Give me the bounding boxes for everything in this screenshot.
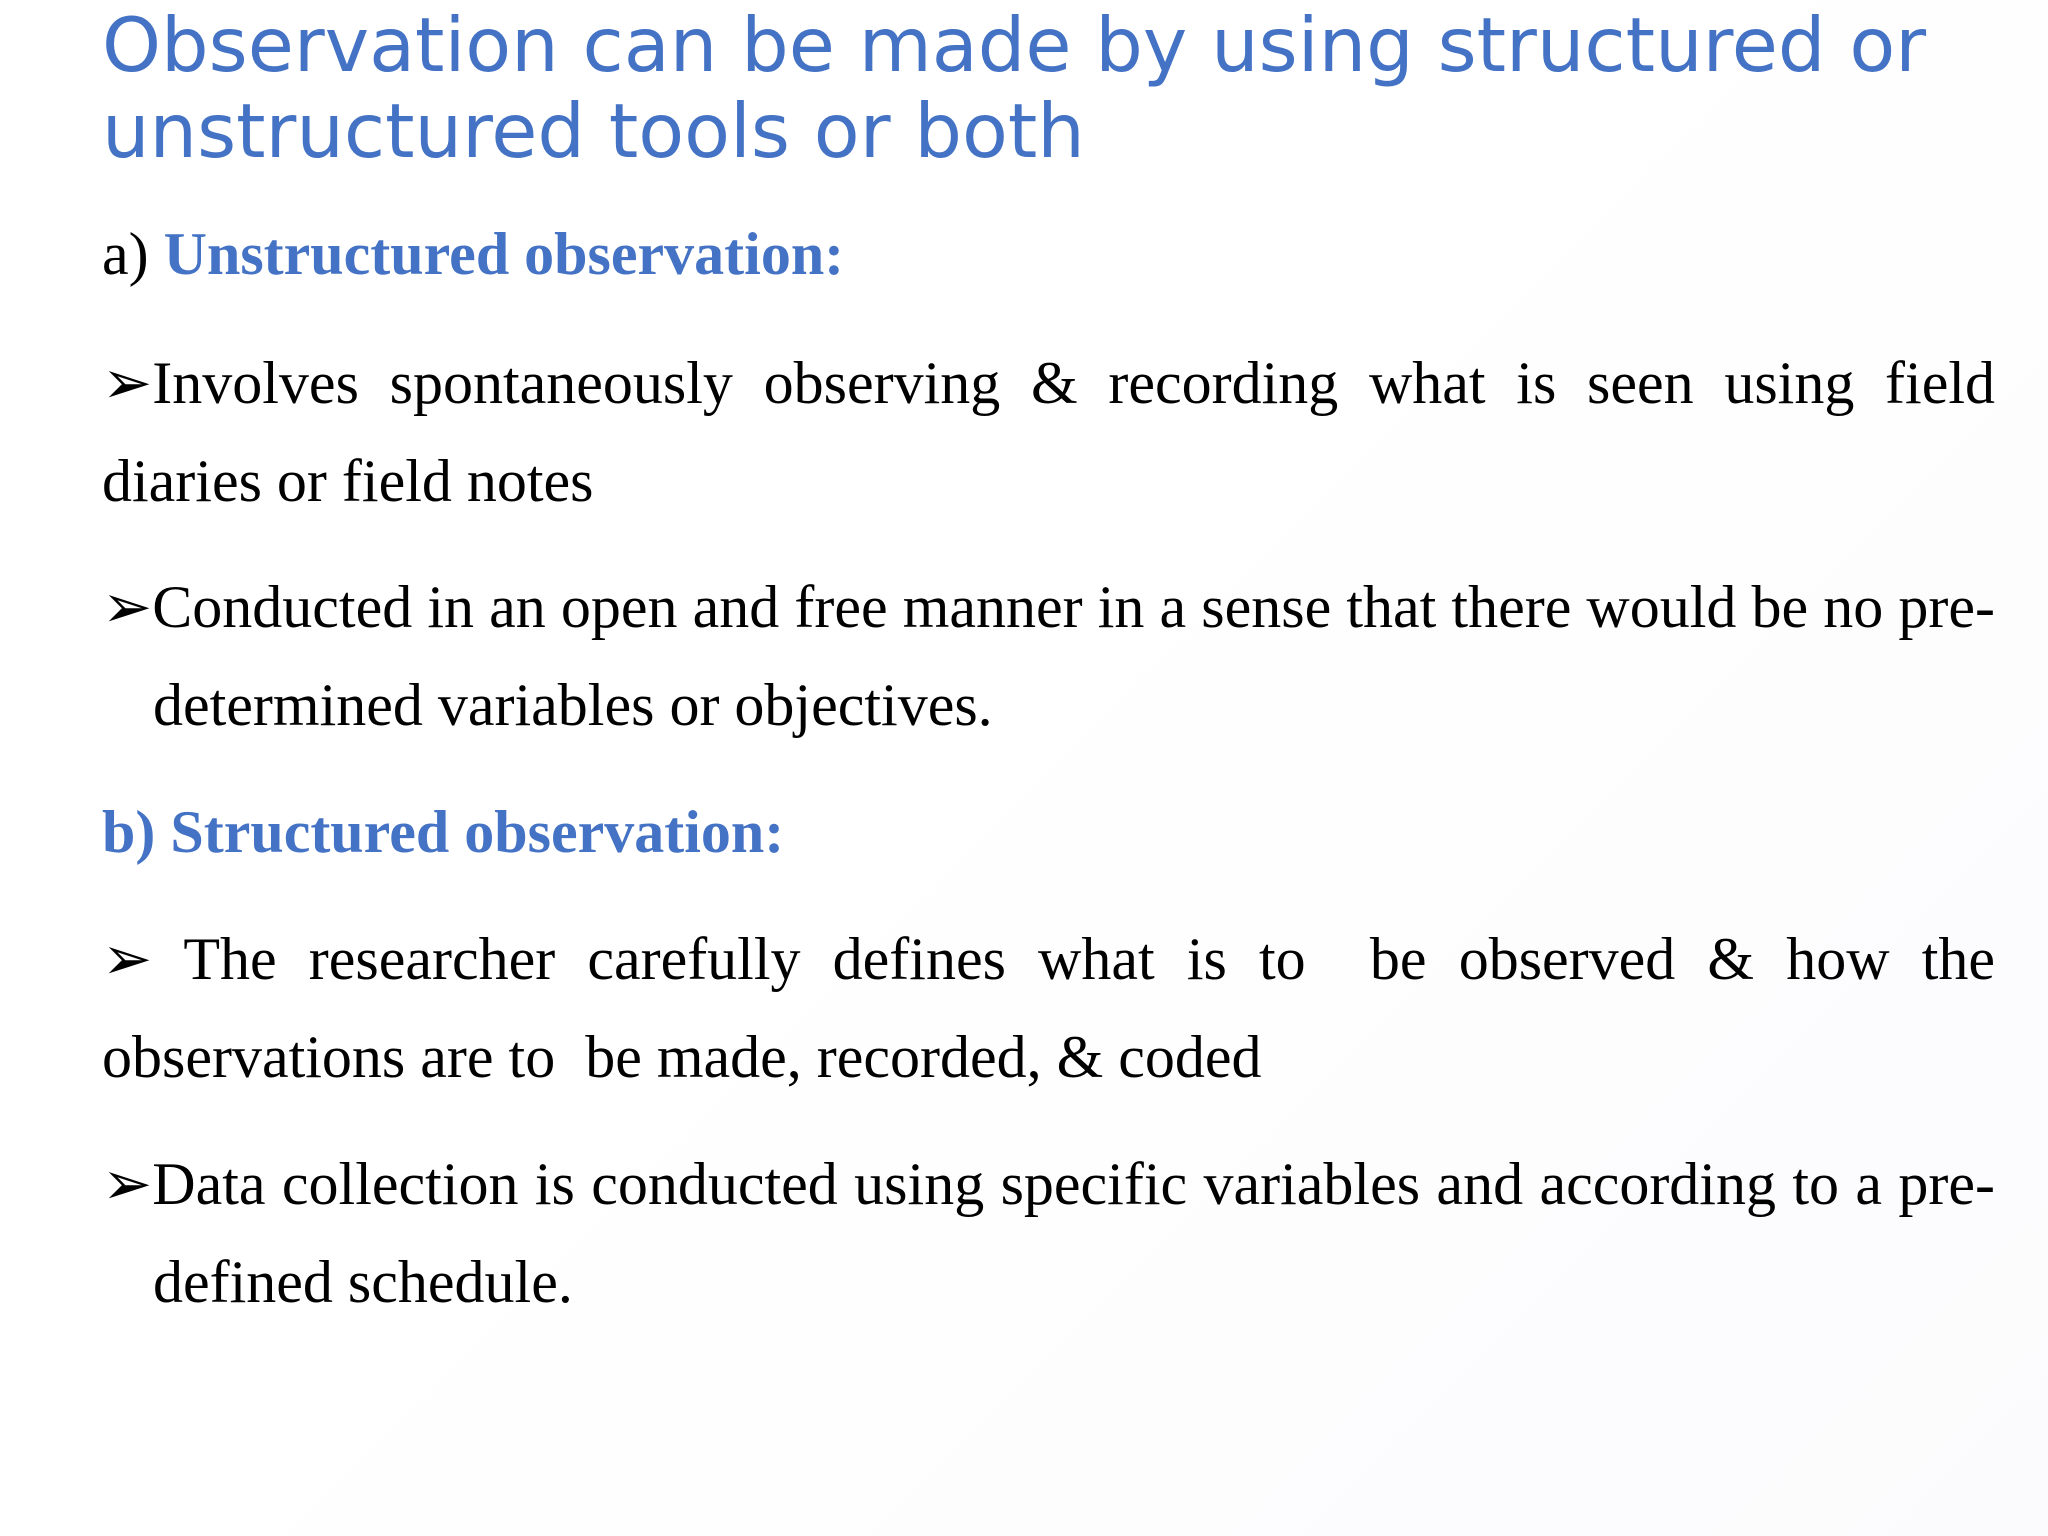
section-a-point-1-text: Involves spontaneously observing & recording what is seen using field diaries or field notes: [102, 350, 1995, 514]
section-a-title: Unstructured observation:: [163, 221, 845, 287]
section-b-point-2: [102, 1135, 1995, 1331]
section-a-point-1: [102, 334, 1995, 530]
section-a-point-2: [102, 558, 1995, 754]
section-b-point-1: [102, 910, 2010, 1106]
arrowhead-bullet-icon: ➢: [102, 350, 153, 416]
section-a-prefix: a): [102, 221, 164, 287]
section-b-point-2-text: Data collection is conducted using specific variables and according to a pre-defined schedule.: [152, 1151, 1995, 1315]
arrowhead-bullet-icon: ➢: [102, 926, 153, 992]
section-b-heading: b) Structured observation:: [102, 799, 785, 865]
section-a-heading: [102, 219, 844, 289]
slide-title: Observation can be made by using structured or unstructured tools or both: [102, 1, 1927, 175]
section-a-point-2-text: Conducted in an open and free manner in a sense that there would be no pre-determined variables or objectives.: [152, 574, 1995, 738]
arrowhead-bullet-icon: ➢: [102, 1151, 153, 1217]
section-b-point-1-text: The researcher carefully defines what is to be observed & how the observations are to be made, recorded, & coded: [102, 926, 2010, 1090]
arrowhead-bullet-icon: ➢: [102, 574, 153, 640]
